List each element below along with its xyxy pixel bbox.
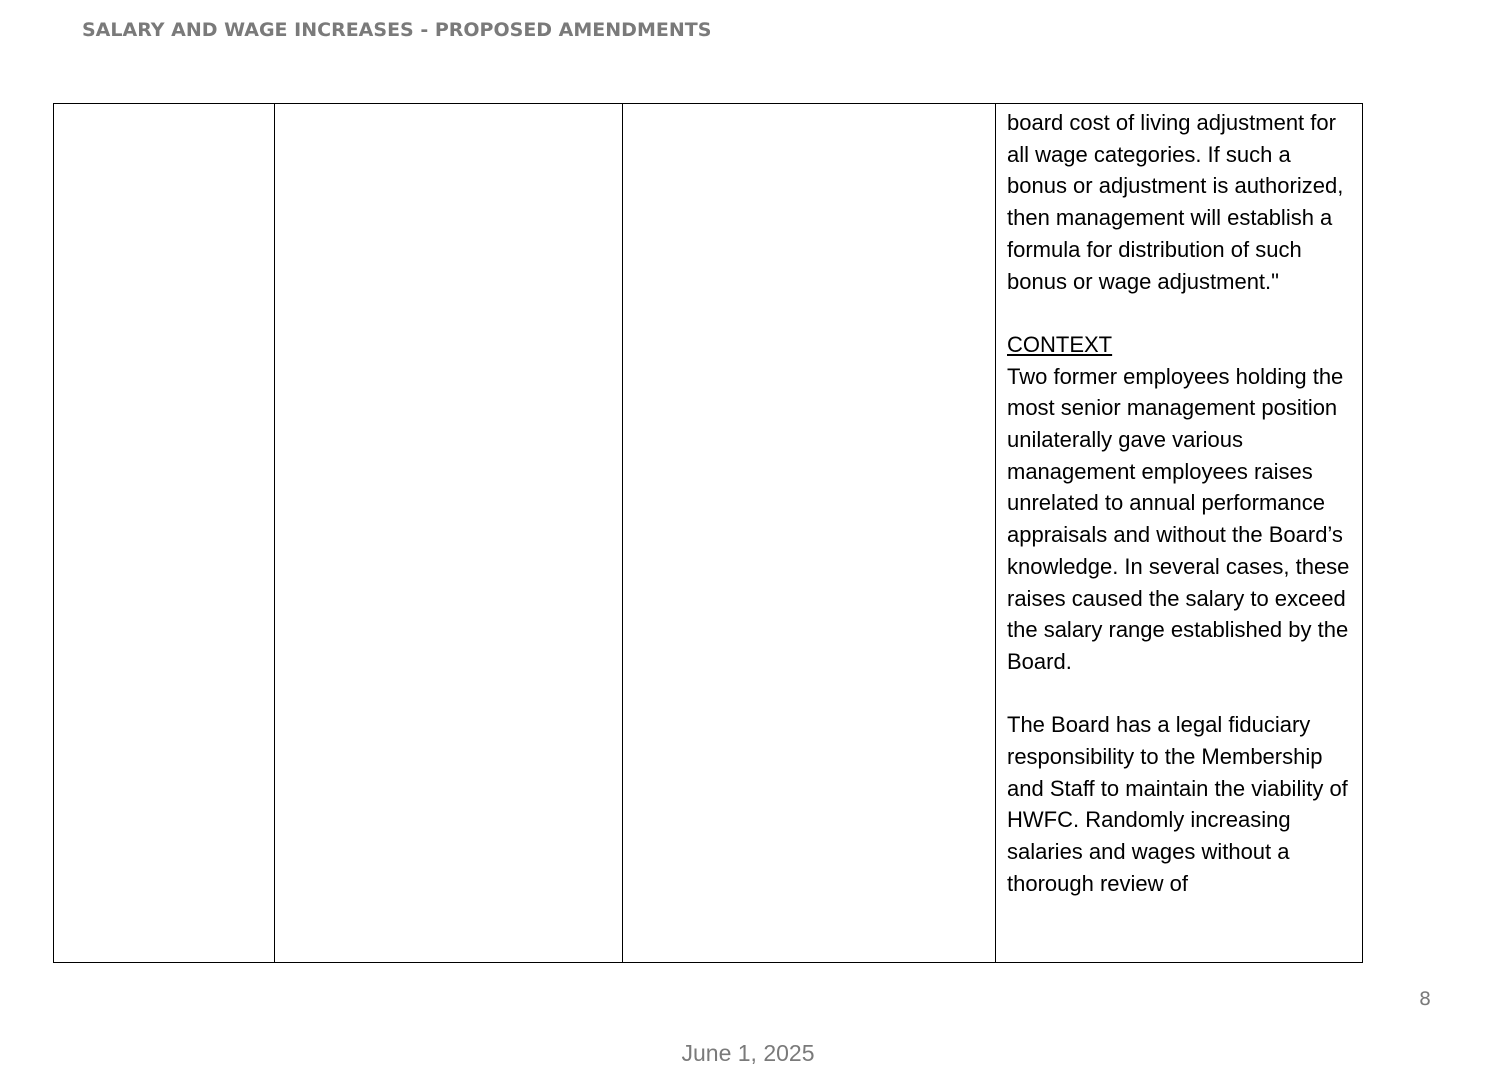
- table-row: [54, 104, 1363, 963]
- context-paragraph: Two former employees holding the most senior management position unilaterally gave various management employees raises unrelated to annual performance appraisals and without the Board’s knowledge. In several cases, these raises caused the salary to exceed the salary range established by the Board.: [1007, 363, 1350, 674]
- table-cell-2: [275, 104, 623, 963]
- cell-text-block: [996, 104, 1362, 900]
- amendments-table: [53, 103, 1363, 963]
- table-cell-4: [996, 104, 1363, 963]
- fiduciary-paragraph: The Board has a legal fiduciary responsibility to the Membership and Staff to maintain the viability of HWFC. Randomly increasing salaries and wages without a thorough review of: [1007, 712, 1348, 896]
- context-heading: CONTEXT: [1007, 331, 1113, 357]
- footer-date: June 1, 2025: [681, 1040, 815, 1066]
- page-header-title: SALARY AND WAGE INCREASES - PROPOSED AMENDMENTS: [82, 19, 712, 41]
- table-cell-1: [54, 104, 275, 963]
- amendment-text-paragraph: board cost of living adjustment for all wage categories. If such a bonus or adjustment is authorized, then management will establish a formula for distribution of such bonus or wage adjustment.": [1007, 110, 1344, 294]
- table-cell-3: [623, 104, 996, 963]
- page-number: 8: [1419, 988, 1432, 1010]
